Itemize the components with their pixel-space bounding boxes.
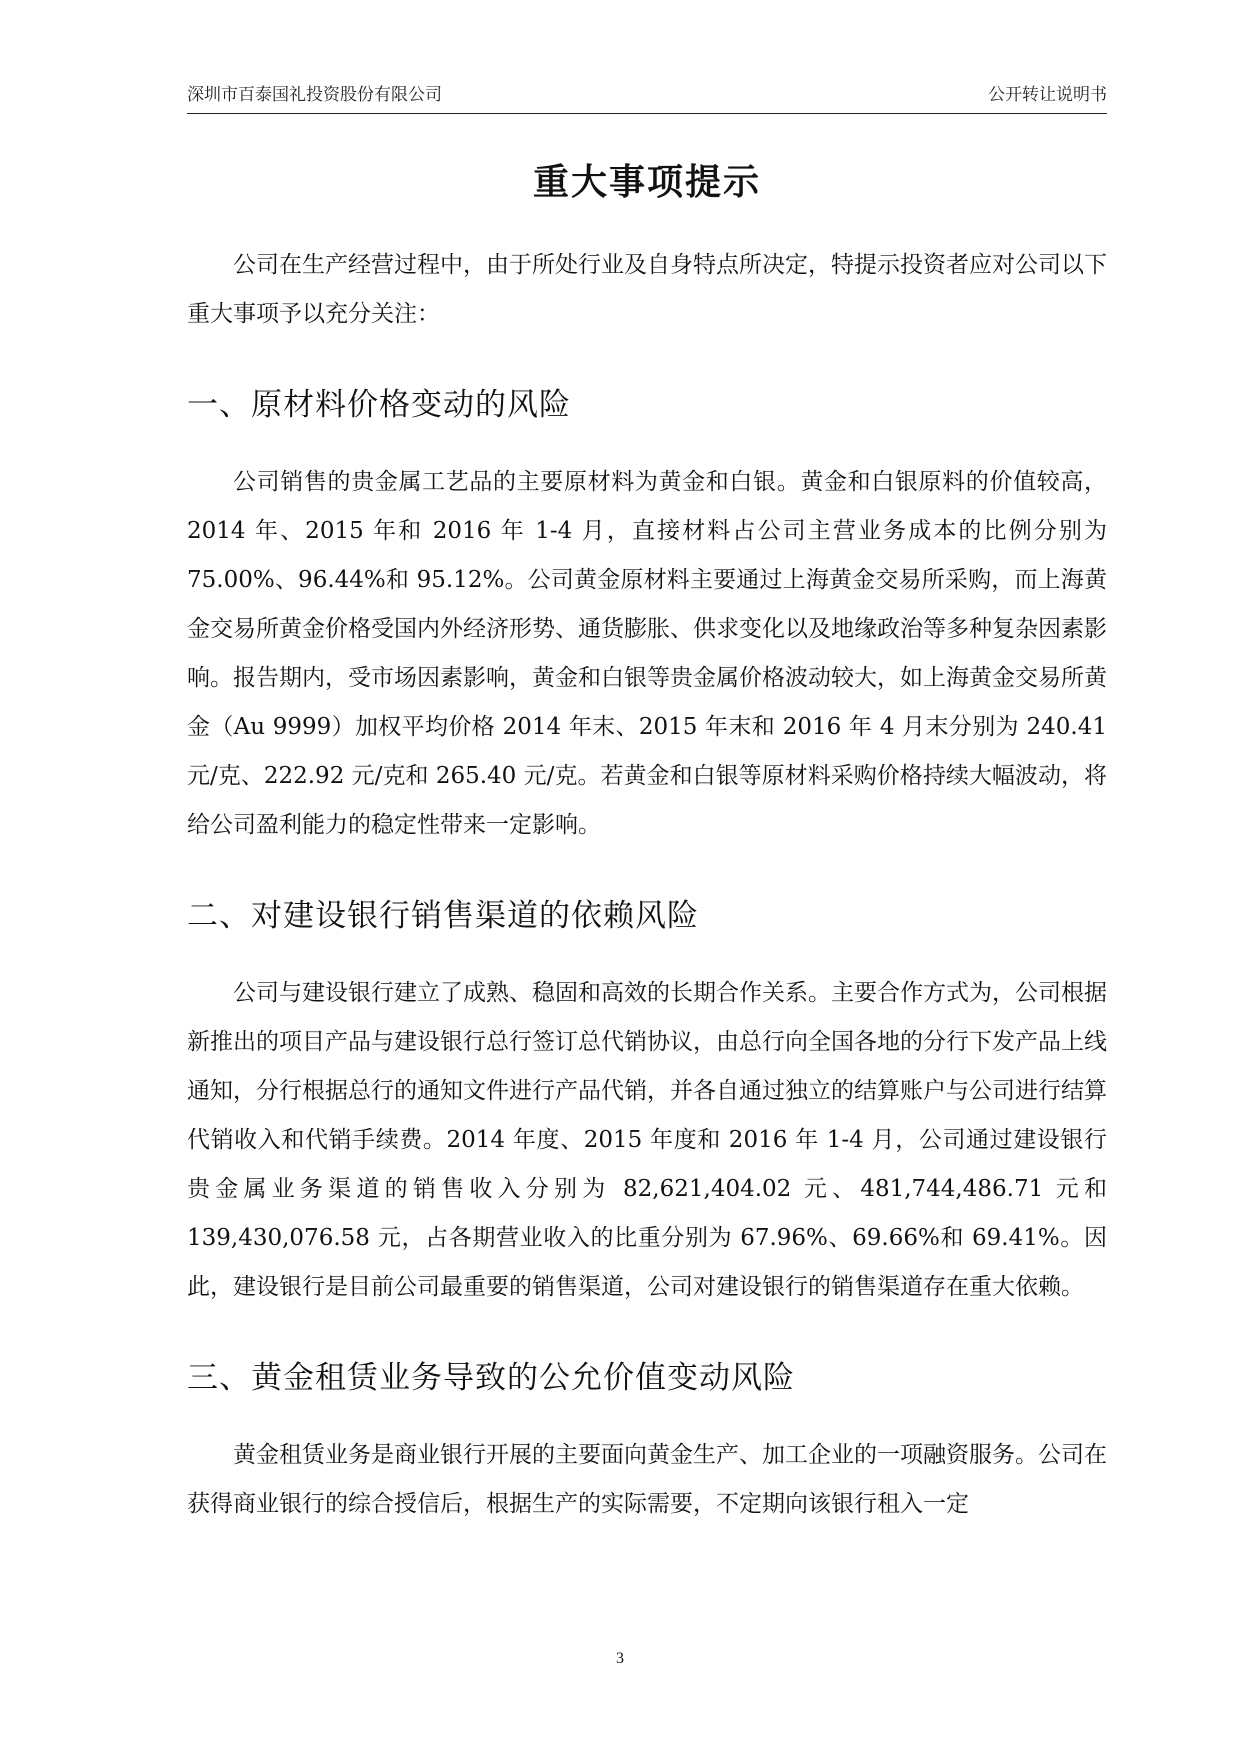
section-body-3: 黄金租赁业务是商业银行开展的主要面向黄金生产、加工企业的一项融资服务。公司在获得商业银行的综合授信后，根据生产的实际需要，不定期向该银行租入一定 <box>187 1442 1107 1517</box>
section-body-1: 公司销售的贵金属工艺品的主要原材料为黄金和白银。黄金和白银原料的价值较高，2014 年、2015 年和 2016 年 1-4 月，直接材料占公司主营业务成本的比例分别为 75.00%、96.44%和 95.12%。公司黄金原材料主要通过上海黄金交易所采购，而上海黄金交易所黄金价格受国内外经济形势、通货膨胀、供求变化以及地缘政治等多种复杂因素影响。报告期内，受市场因素影响，黄金和白银等贵金属价格波动较大，如上海黄金交易所黄金（Au 9999）加权平均价格 2014 年末、2015 年末和 2016 年 4 月末分别为 240.41 元/克、222.92 元/克和 265.40 元/克。若黄金和白银等原材料采购价格持续大幅波动，将给公司盈利能力的稳定性带来一定影响。 <box>187 469 1107 838</box>
section-heading-3: 三、黄金租赁业务导致的公允价值变动风险 <box>187 1360 795 1396</box>
document-page <box>187 80 1107 1529</box>
intro-paragraph: 公司在生产经营过程中，由于所处行业及自身特点所决定，特提示投资者应对公司以下重大事项予以充分关注： <box>187 252 1107 327</box>
section-body-2: 公司与建设银行建立了成熟、稳固和高效的长期合作关系。主要合作方式为，公司根据新推出的项目产品与建设银行总行签订总代销协议，由总行向全国各地的分行下发产品上线通知，分行根据总行的通知文件进行产品代销，并各自通过独立的结算账户与公司进行结算代销收入和代销手续费。2014 年度、2015 年度和 2016 年 1-4 月，公司通过建设银行贵金属业务渠道的销售收入分别为 82,621,404.02 元、481,744,486.71 元和 139,430,076.58 元，占各期营业收入的比重分别为 67.96%、69.66%和 69.41%。因此，建设银行是目前公司最重要的销售渠道，公司对建设银行的销售渠道存在重大依赖。 <box>187 980 1107 1300</box>
page-header <box>187 80 1107 114</box>
section-heading-1: 一、原材料价格变动的风险 <box>187 387 571 423</box>
section-heading-2: 二、对建设银行销售渠道的依赖风险 <box>187 898 699 934</box>
page-title: 重大事项提示 <box>532 162 761 203</box>
header-company: 深圳市百泰国礼投资股份有限公司 <box>187 85 442 105</box>
page-number: 3 <box>616 1650 624 1667</box>
header-doc-type: 公开转让说明书 <box>988 85 1107 105</box>
